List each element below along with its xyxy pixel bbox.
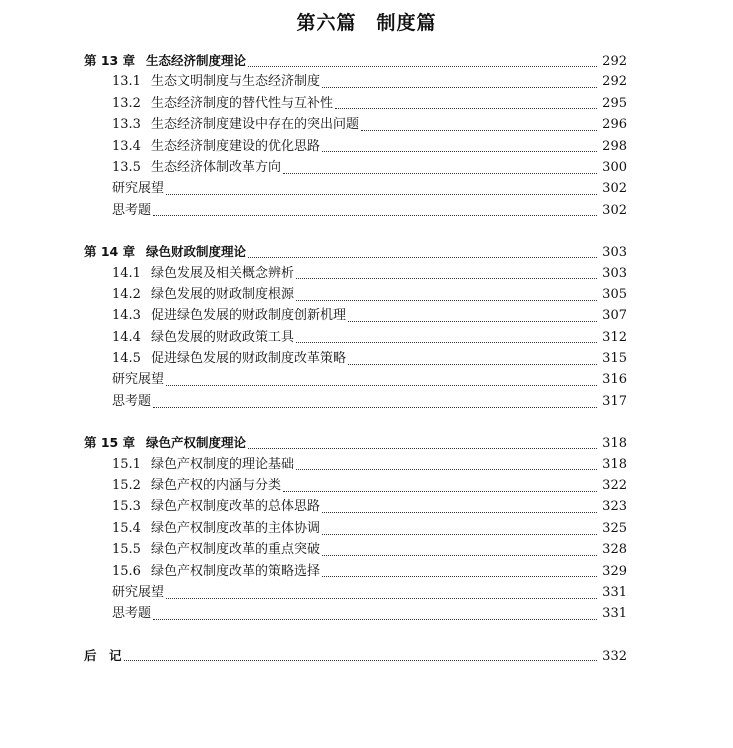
page-number: 303 (602, 245, 627, 261)
page-number: 302 (602, 181, 627, 197)
page-number: 298 (602, 138, 627, 154)
page-number: 323 (602, 499, 627, 515)
toc-extra-row[interactable] (0, 369, 733, 390)
section-number: 15.3 (112, 499, 141, 515)
toc-extra-row[interactable] (0, 603, 733, 624)
page-number: 329 (602, 563, 627, 579)
section-title: 绿色产权制度的理论基础 (151, 456, 295, 472)
extra-title: 思考题 (112, 393, 152, 409)
dot-leader (322, 544, 597, 556)
page-number: 331 (602, 606, 627, 622)
page-number: 315 (602, 351, 627, 367)
page-number: 296 (602, 117, 627, 133)
dot-leader (322, 523, 597, 535)
chapter-14 (0, 241, 733, 412)
dot-leader (153, 396, 597, 408)
chapter-heading[interactable] (0, 432, 733, 453)
chapter-title: 绿色产权制度理论 (146, 435, 247, 451)
section-title: 生态经济体制改革方向 (151, 159, 282, 175)
dot-leader (166, 183, 597, 195)
section-number: 13.3 (112, 117, 141, 133)
toc-section-row[interactable] (0, 496, 733, 517)
dot-leader (283, 162, 597, 174)
postscript-title: 后 记 (84, 647, 122, 663)
toc-section-row[interactable] (0, 475, 733, 496)
dot-leader (166, 374, 597, 386)
section-title: 绿色产权制度改革的策略选择 (151, 563, 321, 579)
dot-leader (348, 310, 597, 322)
section-title: 绿色产权制度改革的主体协调 (151, 520, 321, 536)
page-number: 325 (602, 520, 627, 536)
section-number: 13.2 (112, 95, 141, 111)
page-number: 307 (602, 308, 627, 324)
toc-extra-row[interactable] (0, 178, 733, 199)
section-title: 绿色产权的内涵与分类 (151, 478, 282, 494)
section-number: 14.4 (112, 329, 141, 345)
toc-section-row[interactable] (0, 284, 733, 305)
dot-leader (322, 565, 597, 577)
page-number: 302 (602, 202, 627, 218)
page-number: 318 (602, 436, 627, 452)
section-title: 绿色发展的财政制度根源 (151, 286, 295, 302)
page-number: 305 (602, 286, 627, 302)
toc-section-row[interactable] (0, 348, 733, 369)
dot-leader (296, 331, 597, 343)
chapter-heading[interactable] (0, 241, 733, 262)
postscript-block (0, 645, 733, 666)
toc-extra-row[interactable] (0, 200, 733, 221)
toc-section-row[interactable] (0, 518, 733, 539)
extra-title: 思考题 (112, 202, 152, 218)
chapter-13 (0, 50, 733, 221)
page-number: 292 (602, 74, 627, 90)
section-title: 绿色发展及相关概念辨析 (151, 265, 295, 281)
dot-leader (335, 97, 597, 109)
dot-leader (361, 119, 597, 131)
page-number: 303 (602, 265, 627, 281)
dot-leader (153, 608, 597, 620)
extra-title: 研究展望 (112, 181, 165, 197)
dot-leader (248, 437, 597, 449)
chapter-heading[interactable] (0, 50, 733, 71)
section-number: 13.4 (112, 138, 141, 154)
toc-section-row[interactable] (0, 539, 733, 560)
dot-leader (296, 289, 597, 301)
chapter-15 (0, 432, 733, 625)
page-number: 316 (602, 372, 627, 388)
page-number: 328 (602, 542, 627, 558)
toc-section-row[interactable] (0, 327, 733, 348)
toc-section-row[interactable] (0, 71, 733, 92)
chapter-number: 第 15 章 (84, 435, 136, 451)
toc-section-row[interactable] (0, 136, 733, 157)
postscript-row[interactable] (0, 645, 733, 666)
toc-section-row[interactable] (0, 561, 733, 582)
dot-leader (322, 76, 597, 88)
page-number: 292 (602, 54, 627, 69)
section-number: 15.2 (112, 478, 141, 494)
page-number: 317 (602, 393, 627, 409)
section-number: 14.1 (112, 265, 141, 281)
toc-section-row[interactable] (0, 157, 733, 178)
toc-section-row[interactable] (0, 454, 733, 475)
section-number: 14.2 (112, 286, 141, 302)
page-title: 第六篇 制度篇 (296, 12, 437, 34)
dot-leader (296, 267, 597, 279)
toc-extra-row[interactable] (0, 582, 733, 603)
chapter-title: 绿色财政制度理论 (146, 244, 247, 260)
section-title: 生态文明制度与生态经济制度 (151, 74, 321, 90)
extra-title: 研究展望 (112, 584, 165, 600)
section-title: 绿色产权制度改革的总体思路 (151, 499, 321, 515)
dot-leader (166, 587, 597, 599)
page-number: 300 (602, 159, 627, 175)
toc-section-row[interactable] (0, 263, 733, 284)
page-number: 322 (602, 478, 627, 494)
section-title: 促进绿色发展的财政制度改革策略 (151, 351, 347, 367)
chapter-number: 第 13 章 (84, 53, 136, 68)
toc-extra-row[interactable] (0, 391, 733, 412)
dot-leader (153, 204, 597, 216)
page-number: 318 (602, 456, 627, 472)
section-number: 15.6 (112, 563, 141, 579)
dot-leader (296, 458, 597, 470)
toc-section-row[interactable] (0, 305, 733, 326)
section-title: 生态经济制度建设中存在的突出问题 (151, 117, 360, 133)
chapter-title: 生态经济制度理论 (146, 53, 247, 68)
section-title: 生态经济制度建设的优化思路 (151, 138, 321, 154)
page-number: 312 (602, 329, 627, 345)
section-number: 14.5 (112, 351, 141, 367)
section-number: 15.5 (112, 542, 141, 558)
dot-leader (248, 246, 597, 258)
extra-title: 研究展望 (112, 372, 165, 388)
chapter-number: 第 14 章 (84, 244, 136, 260)
page-number: 295 (602, 95, 627, 111)
section-title: 生态经济制度的替代性与互补性 (151, 95, 334, 111)
section-number: 13.5 (112, 159, 141, 175)
section-number: 15.1 (112, 456, 141, 472)
section-title: 绿色产权制度改革的重点突破 (151, 542, 321, 558)
dot-leader (124, 649, 597, 661)
dot-leader (248, 55, 597, 67)
table-of-contents (0, 50, 733, 686)
extra-title: 思考题 (112, 606, 152, 622)
dot-leader (348, 353, 597, 365)
page-number: 332 (602, 648, 627, 664)
section-title: 促进绿色发展的财政制度创新机理 (151, 308, 347, 324)
section-title: 绿色发展的财政政策工具 (151, 329, 295, 345)
page-number: 331 (602, 584, 627, 600)
dot-leader (322, 501, 597, 513)
section-number: 14.3 (112, 308, 141, 324)
dot-leader (322, 140, 597, 152)
section-number: 13.1 (112, 74, 141, 90)
toc-section-row[interactable] (0, 114, 733, 135)
section-number: 15.4 (112, 520, 141, 536)
toc-section-row[interactable] (0, 93, 733, 114)
dot-leader (283, 480, 597, 492)
